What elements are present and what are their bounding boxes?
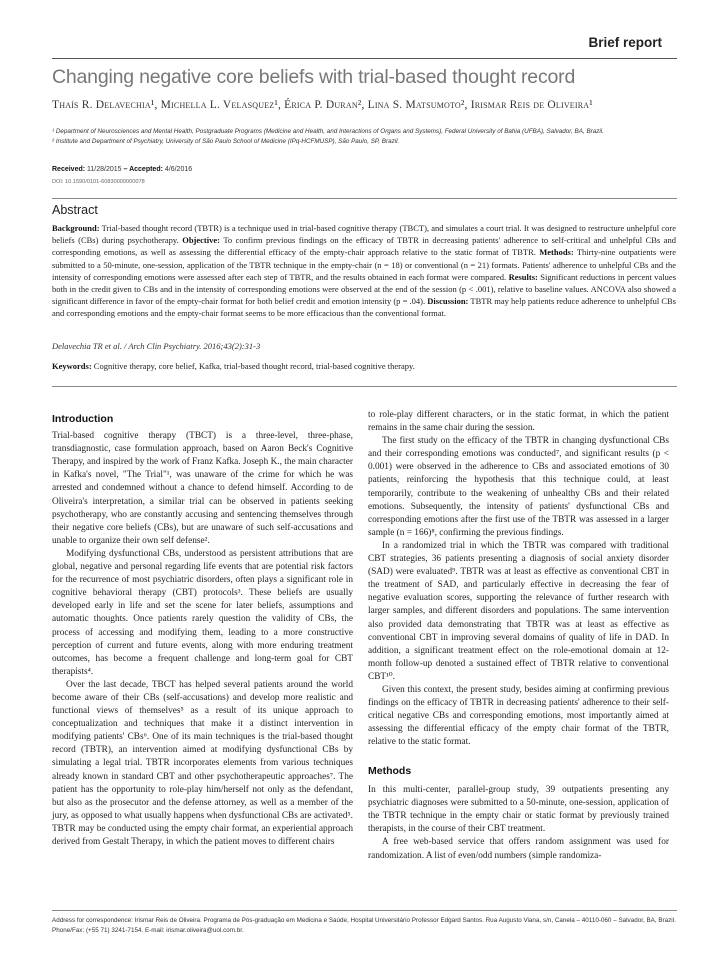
abstract-top-rule bbox=[52, 198, 677, 199]
methods-paragraph-2: A free web-based service that offers random assignment was used for randomization. A list of even/odd numbers (simple randomiza- bbox=[368, 837, 669, 861]
abstract-body bbox=[52, 222, 676, 320]
abstract-background: Trial-based thought record (TBTR) is a technique used in trial-based cognitive therapy (TBCT), and simulates a court trial. It was designed to restructure unhelpful core beliefs (CBs) during psychotherapy. bbox=[52, 223, 676, 246]
methods-paragraph-1: In this multi-center, parallel-group study, 39 outpatients presenting any psychiatric diagnoses were submitted to a 50-minute, one-session, application of the TBTR technique in the empty chair or static format by previously trained therapists, in the course of their CBT treatment. bbox=[368, 785, 669, 835]
intro-paragraph-6: In a randomized trial in which the TBTR was compared with traditional CBT strategies, 36 patients presenting a diagnosis of social anxiety disorder (SAD) were evaluated⁹. TBTR was at least as effective as conventional CBT in the treatment of SAD, and particularly effective in decreasing the fear of negative evaluation scores, supporting the relevance of further research with larger samples, and different disorders and populations. The same intervention also provided data demonstrating that TBTR was at least as effective as conventional CBT in improving several domains of quality of life in DAD. In addition, a significant treatment effect on the role-emotional domain at 12-month follow-up denoted a sustained effect of TBTR relative to conventional CBT¹⁰. bbox=[368, 540, 669, 682]
article-dates: Received: 11/28/2015 – Accepted: 4/6/2016 bbox=[52, 166, 193, 173]
methods-heading: Methods bbox=[368, 765, 412, 777]
doi: DOI: 10.1590/0101-60830000000078 bbox=[52, 179, 145, 185]
right-column bbox=[368, 409, 669, 749]
abstract-discussion: TBTR may help patients reduce adherence to unhelpful CBs and corresponding emotions and the empty-chair format seems to be more efficacious than the conventional format. bbox=[52, 296, 676, 319]
abstract-methods: Thirty-nine outpatients were submitted to a 50-minute, one-session, application of the TBTR technique in the empty-chair (n = 18) or conventional (n = 21) formats. Patients' adherence to unhelpful CBs and the intensity of corresponding emotions were assessed after each step of TBTR, and the results obtained in each format were compared. bbox=[52, 247, 676, 282]
abstract-bottom-rule bbox=[52, 386, 677, 387]
section-label: Brief report bbox=[588, 35, 662, 50]
affiliation-1: ¹ Department of Neurosciences and Mental Health, Postgraduate Programs (Medicine and Health, and Interactions of Organs and Systems), Federal University of Bahia (UFBA), Salvador, BA, Brazil. bbox=[52, 128, 604, 135]
background-label: Background: bbox=[52, 223, 100, 233]
intro-paragraph-1: Trial-based cognitive therapy (TBCT) is a three-level, three-phase, transdiagnostic, case formulation approach, based on Aaron Beck's Cognitive Therapy, and inspired by the work of Franz Kafka. Joseph K., the main character in Kafka's novel, "The Trial"¹, was unaware of the crime for which he was arrested and condemned without a chance to defend himself. According to de Oliveira's interpretation, a similar trial can be observed in patients seeking psychotherapy, who are constantly accusing and sentencing themselves through their negative core beliefs (CBs), but are unaware of such self-accusations and unable to organize their own self defense². bbox=[52, 431, 353, 546]
methods-label: Methods: bbox=[539, 247, 574, 258]
objective-label: Objective: bbox=[182, 235, 220, 246]
correspondence-footer: Address for correspondence: Irismar Reis de Oliveira. Programa de Pós-graduação em Medicina e Saúde, Hospital Universitário Professor Edgard Santos. Rua Augusto Viana, s/n, Canela – 40110-060 – Salvador, BA, Brazil. Phone/Fax: (+55 71) 3241-7154. E-mail: irismar.oliveira@uol.com.br. bbox=[52, 917, 676, 934]
intro-paragraph-7: Given this context, the present study, besides aiming at confirming previous findings on the efficacy of TBTR in decreasing patients' adherence to their self-critical negative CBs and corresponding emotions, most importantly aimed at assessing the differential efficacy of the empty chair format of the TBTR, relative to the static format. bbox=[368, 684, 669, 748]
methods-section bbox=[368, 765, 669, 863]
intro-paragraph-4: to role-play different characters, or in the static format, in which the patient remains in the same chair during the session. bbox=[368, 410, 669, 434]
intro-paragraph-2: Modifying dysfunctional CBs, understood as persistent attributions that are global, negative and personal regarding life events that are potential risk factors for the recurrence of most psychiatric disorders, often plays a significant role in cognitive behavioral therapy (CBT) protocols³. These beliefs are usually developed early in life and set the scene for later beliefs, assumptions and automatic thoughts. Once patients rarely question the validity of CBs, the process of accessing and modifying them, leading to a more constructive perception of current and future events, along with more enduring treatment outcomes, has become a frequent challenge and long-term goal for CBT therapists⁴. bbox=[52, 548, 353, 677]
keywords-text: Cognitive therapy, core belief, Kafka, trial-based thought record, trial-based cognitive therapy. bbox=[93, 361, 415, 371]
accepted-date: 4/6/2016 bbox=[164, 166, 193, 173]
abstract-results: Significant reductions in percent values both in the credit given to CBs and in the intensity of corresponding emotions were observed at the end of the session (p < .001), relative to baseline values. ANCOVA also showed a significant difference in favor of the empty-chair format for both belief credit and emotion intensity (p = .04). bbox=[52, 271, 677, 307]
keywords bbox=[52, 361, 415, 371]
article-title: Changing negative core beliefs with trial-based thought record bbox=[52, 66, 576, 88]
discussion-label: Discussion: bbox=[427, 296, 469, 307]
results-label: Results: bbox=[508, 271, 538, 282]
intro-paragraph-5: The first study on the efficacy of the TBTR in changing dysfunctional CBs and their corresponding emotions was conducted⁷, and significant results (p < 0.001) were observed in the adherence to CBs and associated emotions of 30 patients, reinforcing the hypothesis that this technique could, at least temporarily, contribute to the weakening of unhealthy CBs and their related emotions. Subsequently, the intensity of patients' dysfunctional CBs and corresponding emotions after the first use of the TBTR was assessed in a larger sample (n = 166)⁸, confirming the previous findings. bbox=[368, 436, 669, 538]
left-column bbox=[52, 413, 353, 849]
abstract-objective: To confirm previous findings on the efficacy of TBTR in decreasing patients' adherence to self-critical and unhelpful CBs and corresponding emotions, as well as assessing the differential efficacy of the empty-chair approach relative to the static format of TBTR. bbox=[52, 235, 676, 258]
author-list: Thaís R. Delavechia¹, Michella L. Velasquez¹, Érica P. Duran², Lina S. Matsumoto², Irismar Reis de Oliveira¹ bbox=[52, 99, 593, 111]
intro-paragraph-3: Over the last decade, TBCT has helped several patients around the world become aware of their CBs (self-accusations) and develop more realistic and functional views of themselves⁵ as a result of its unique approach to conceptualization and techniques that make it a distinct intervention in modifying patients' CBs⁶. One of its main techniques is the trial-based thought record (TBTR), an intervention aimed at modifying dysfunctional CBs by simulating a legal trial. TBTR incorporates elements from various techniques already known in standard CBT and other psychotherapeutic approaches⁷. The patient has the opportunity to role-play him/herself not only as the defendant, but also as the prosecutor and the defense attorney, as well as a member of the jury, as opposed to what usually happens when dysfunctional CBs are activated⁵. TBTR may be conducted using the empty chair format, an experiential approach derived from Gestalt Therapy, in which the patient moves to different chairs bbox=[52, 679, 353, 847]
affiliation-2: ² Institute and Department of Psychiatry, University of São Paulo School of Medicine (IPq-HCFMUSP), São Paulo, SP, Brazil. bbox=[52, 138, 400, 145]
citation: Delavechia TR et al. / Arch Clin Psychiatry. 2016;43(2):31-3 bbox=[52, 341, 261, 351]
header-rule bbox=[52, 58, 677, 59]
footer-rule bbox=[52, 910, 677, 911]
keywords-label: Keywords: bbox=[52, 361, 92, 371]
received-label: Received: bbox=[52, 166, 86, 173]
abstract-heading: Abstract bbox=[52, 203, 98, 217]
introduction-heading: Introduction bbox=[52, 413, 114, 425]
received-date: 11/28/2015 bbox=[87, 166, 122, 173]
accepted-label: Accepted: bbox=[129, 166, 163, 173]
